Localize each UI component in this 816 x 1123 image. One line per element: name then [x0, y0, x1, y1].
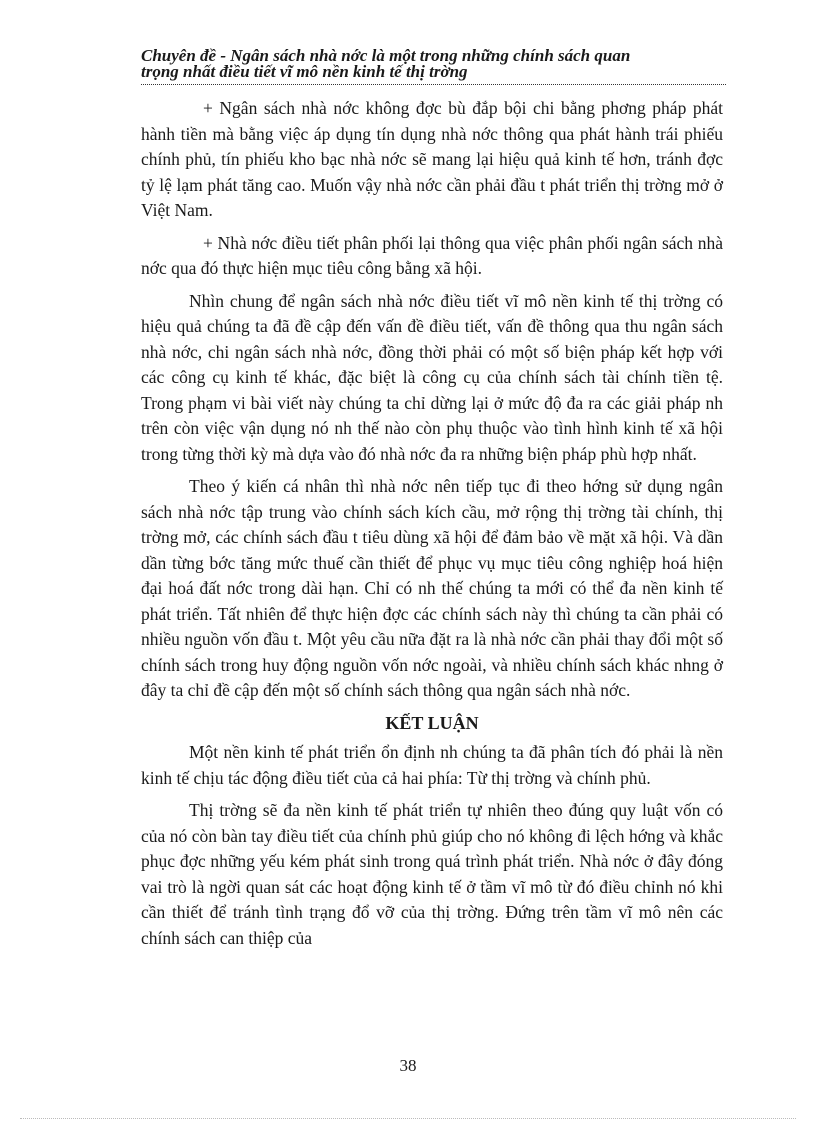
paragraph-budget-deficit: + Ngân sách nhà nớc không đợc bù đắp bội chi bằng phơng pháp phát hành tiền mà bằng việc áp dụng tín dụng nhà nớc thông qua phát hành trái phiếu chính phủ, tín phiếu kho bạc nhà nớc sẽ mang lại hiệu quả kinh tế hơn, tránh đợc tỷ lệ lạm phát tăng cao. Muốn vậy nhà nớc cần phải đầu t phát triển thị trờng mở ở Việt Nam. [141, 98, 723, 220]
conclusion-heading: KẾT LUẬN [385, 712, 479, 733]
conclusion-paragraph: Thị trờng sẽ đa nền kinh tế phát triển tự nhiên theo đúng quy luật vốn có của nó còn bàn tay điều tiết của chính phủ giúp cho nó không đi lệch hớng và khắc phục đợc những yếu kém phát sinh trong quá trình phát triển. Nhà nớc ở đây đóng vai trò là ngời quan sát các hoạt động kinh tế ở tầm vĩ mô từ đó điều chỉnh nó khi cần thiết để tránh tình trạng đổ vỡ của thị trờng. Đứng trên tầm vĩ mô nên các chính sách can thiệp của [141, 800, 723, 948]
page-number: 38 [399, 1056, 417, 1075]
page-header [141, 48, 726, 85]
header-title-line1: Chuyên đề - Ngân sách nhà nớc là một trong những chính sách quan [141, 46, 631, 65]
paragraph-personal-opinion: Theo ý kiến cá nhân thì nhà nớc nên tiếp tục đi theo hớng sử dụng ngân sách nhà nớc tập trung vào chính sách kích cầu, mở rộng thị trờng tài chính, thị trờng mở, các chính sách đầu t tiêu dùng xã hội để đảm bảo về mặt xã hội. Và dần dần từng bớc tăng mức thuế cần thiết để phục vụ mục tiêu công nghiệp hoá hiện đại hoá đất nớc trong dài hạn. Chỉ có nh thế chúng ta mới có thể đa nền kinh tế phát triển. Tất nhiên để thực hiện đợc các chính sách này thì chúng ta cần phải có nhiều nguồn vốn đầu t. Một yêu cầu nữa đặt ra là nhà nớc cần phải thay đổi một số chính sách trong huy động nguồn vốn nớc ngoài, và nhiều chính sách khác nhng ở đây ta chỉ đề cập đến một số chính sách thông qua ngân sách nhà nớc. [141, 476, 723, 700]
page-bottom-divider [20, 1118, 796, 1119]
document-body [141, 96, 723, 958]
header-title-line2: trọng nhất điều tiết vĩ mô nền kinh tế thị trờng [141, 62, 468, 81]
conclusion-paragraph: Một nền kinh tế phát triển ổn định nh chúng ta đã phân tích đó phải là nền kinh tế chịu tác động điều tiết của cả hai phía: Từ thị trờng và chính phủ. [141, 742, 723, 788]
paragraph-overview: Nhìn chung để ngân sách nhà nớc điều tiết vĩ mô nền kinh tế thị trờng có hiệu quả chúng ta đã đề cập đến vấn đề điều tiết, vấn đề thông qua thu ngân sách nhà nớc, chi ngân sách nhà nớc, đồng thời phải có một số biện pháp kết hợp với các công cụ kinh tế khác, đặc biệt là công cụ của chính sách tài chính tiền tệ. Trong phạm vi bài viết này chúng ta chỉ dừng lại ở mức độ đa ra các giải pháp nh trên còn việc vận dụng nó nh thế nào còn phụ thuộc vào tình hình kinh tế xã hội trong từng thời kỳ mà dựa vào đó nhà nớc đa ra những biện pháp phù hợp nhất. [141, 290, 723, 464]
paragraph-redistribution: + Nhà nớc điều tiết phân phối lại thông qua việc phân phối ngân sách nhà nớc qua đó thực hiện mục tiêu công bằng xã hội. [141, 232, 723, 278]
